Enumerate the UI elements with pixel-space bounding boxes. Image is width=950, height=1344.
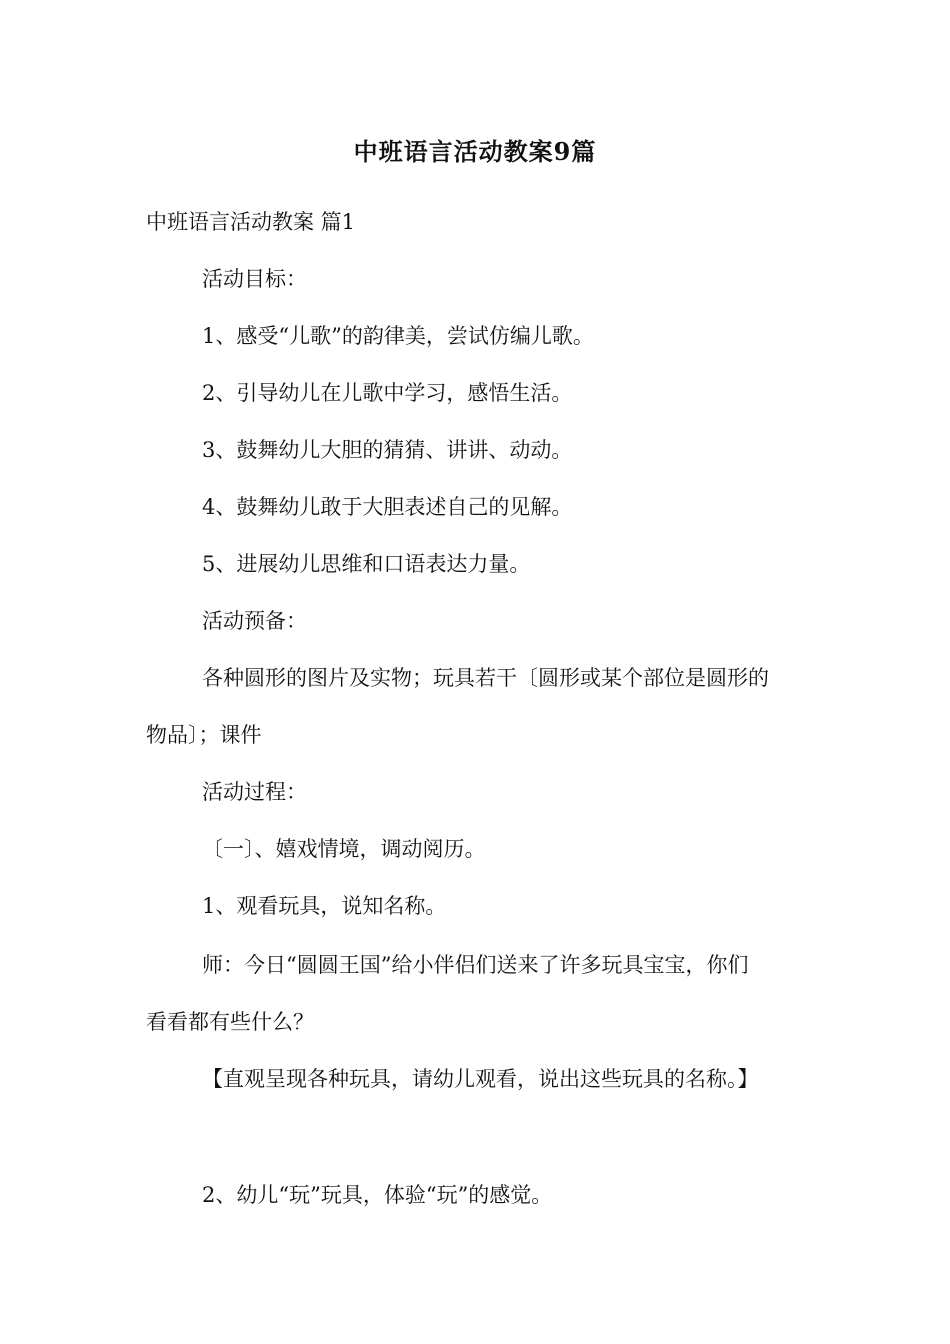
- goal-item-1: 1、感受“儿歌”的韵律美，尝试仿编儿歌。: [202, 324, 594, 348]
- prep-paragraph-line-2: 物品〕；课件: [146, 723, 262, 747]
- step1-item-1: 1、观看玩具，说知名称。: [202, 894, 447, 918]
- goals-heading: 活动目标：: [202, 267, 307, 291]
- goal-item-5: 5、进展幼儿思维和口语表达力量。: [202, 552, 531, 576]
- process-heading: 活动过程：: [202, 780, 307, 804]
- bracket-note: 【直观呈现各种玩具，请幼儿观看，说出这些玩具的名称。】: [202, 1067, 759, 1091]
- prep-paragraph-line-1: 各种圆形的图片及实物；玩具若干〔圆形或某个部位是圆形的: [202, 666, 769, 690]
- goal-item-2: 2、引导幼儿在儿歌中学习，感悟生活。: [202, 381, 573, 405]
- teacher-paragraph-line-1: 师：今日“圆圆王国”给小伴侣们送来了许多玩具宝宝，你们: [202, 953, 749, 977]
- document-title: 中班语言活动教案9篇: [353, 137, 597, 166]
- step1-item-2: 2、幼儿“玩”玩具，体验“玩”的感觉。: [202, 1183, 553, 1207]
- goal-item-3: 3、鼓舞幼儿大胆的猜猜、讲讲、动动。: [202, 438, 573, 462]
- teacher-paragraph-line-2: 看看都有些什么？: [146, 1010, 314, 1034]
- prep-heading: 活动预备：: [202, 609, 307, 633]
- step1-heading: 〔一〕、嬉戏情境，调动阅历。: [202, 837, 486, 861]
- section-heading: 中班语言活动教案 篇1: [146, 210, 356, 234]
- goal-item-4: 4、鼓舞幼儿敢于大胆表述自己的见解。: [202, 495, 573, 519]
